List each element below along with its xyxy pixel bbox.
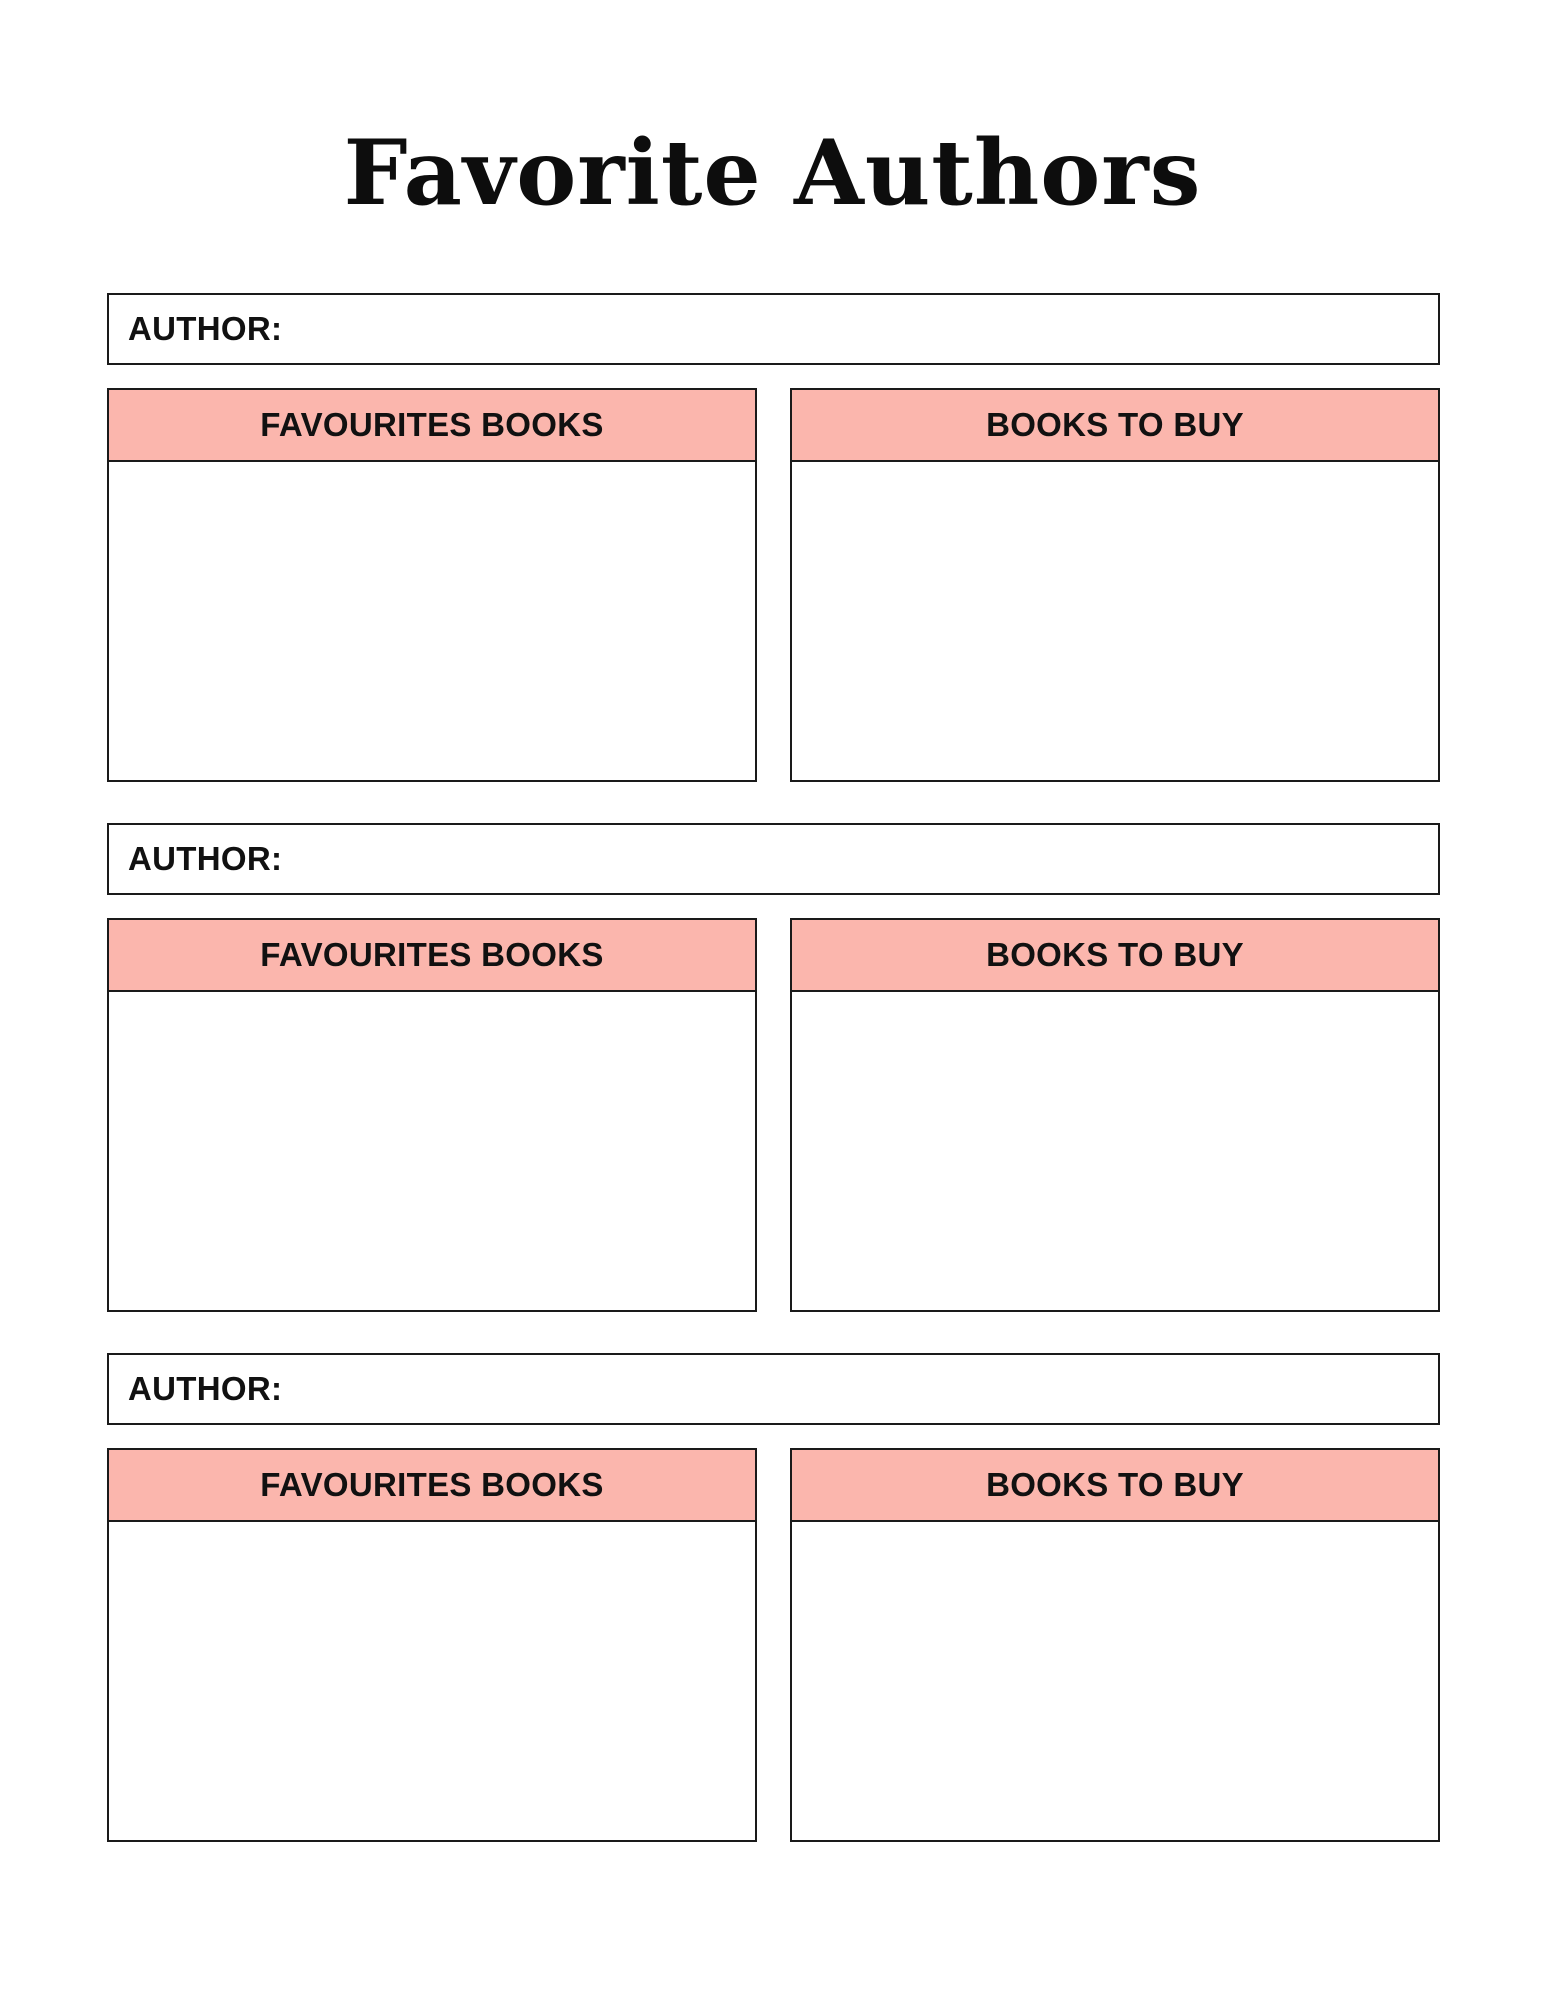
books-to-buy-panel bbox=[790, 388, 1440, 782]
books-to-buy-panel bbox=[790, 918, 1440, 1312]
favourites-books-panel bbox=[107, 1448, 757, 1842]
favourites-books-header: FAVOURITES BOOKS bbox=[109, 920, 755, 992]
books-to-buy-area[interactable] bbox=[792, 1522, 1438, 1840]
author-field[interactable] bbox=[107, 1353, 1440, 1425]
books-to-buy-area[interactable] bbox=[792, 462, 1438, 780]
author-label: AUTHOR: bbox=[128, 1370, 283, 1407]
favourites-books-panel bbox=[107, 918, 757, 1312]
favourites-books-area[interactable] bbox=[109, 1522, 755, 1840]
favourites-books-panel bbox=[107, 388, 757, 782]
page-title: Favorite Authors bbox=[343, 120, 1202, 226]
author-field[interactable] bbox=[107, 823, 1440, 895]
author-label: AUTHOR: bbox=[128, 310, 283, 347]
favourites-books-area[interactable] bbox=[109, 992, 755, 1310]
author-section-2 bbox=[107, 823, 1440, 1315]
books-to-buy-area[interactable] bbox=[792, 992, 1438, 1310]
books-to-buy-header: BOOKS TO BUY bbox=[792, 1450, 1438, 1522]
books-to-buy-header: BOOKS TO BUY bbox=[792, 920, 1438, 992]
books-to-buy-header: BOOKS TO BUY bbox=[792, 390, 1438, 462]
favourites-books-header: FAVOURITES BOOKS bbox=[109, 390, 755, 462]
favourites-books-area[interactable] bbox=[109, 462, 755, 780]
author-field[interactable] bbox=[107, 293, 1440, 365]
author-section-1 bbox=[107, 293, 1440, 785]
favourites-books-header: FAVOURITES BOOKS bbox=[109, 1450, 755, 1522]
author-section-3 bbox=[107, 1353, 1440, 1845]
books-to-buy-panel bbox=[790, 1448, 1440, 1842]
author-label: AUTHOR: bbox=[128, 840, 283, 877]
